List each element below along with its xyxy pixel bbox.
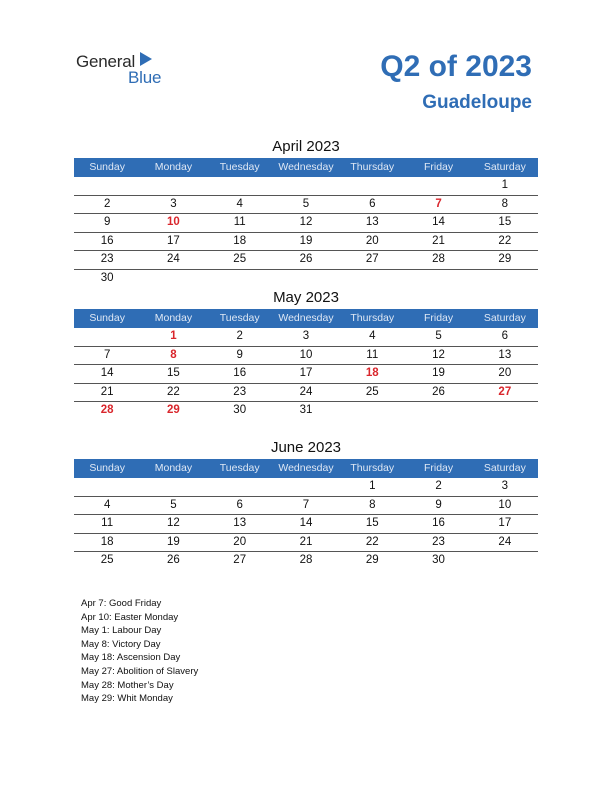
weekday-label: Thursday bbox=[350, 161, 395, 173]
day-cell: 9 bbox=[435, 498, 442, 511]
day-cell: 30 bbox=[233, 404, 247, 416]
weekday-label: Wednesday bbox=[278, 462, 334, 474]
day-cell: 1 bbox=[501, 179, 509, 191]
day-cell bbox=[405, 270, 471, 288]
day-cell: 26 bbox=[299, 253, 313, 265]
day-cell: 21 bbox=[432, 234, 445, 247]
day-cell bbox=[207, 478, 273, 496]
page-subtitle: Guadeloupe bbox=[422, 92, 532, 113]
day-cell bbox=[273, 270, 339, 288]
weekday-label: Sunday bbox=[89, 312, 125, 324]
day-cell: 10 bbox=[167, 216, 180, 228]
day-cell: 23 bbox=[100, 253, 114, 265]
day-cell bbox=[140, 270, 206, 288]
day-cell: 5 bbox=[302, 197, 310, 210]
day-cell bbox=[207, 270, 273, 288]
day-cell: 2 bbox=[103, 197, 111, 210]
day-cell: 12 bbox=[432, 348, 445, 361]
weekday-label: Saturday bbox=[483, 462, 526, 474]
week-row bbox=[74, 384, 538, 403]
weekday-label: Wednesday bbox=[278, 161, 334, 173]
day-cell: 30 bbox=[100, 271, 114, 284]
day-cell: 19 bbox=[299, 234, 313, 247]
day-cell: 11 bbox=[101, 517, 114, 529]
month-june bbox=[74, 437, 538, 570]
weekday-label: Tuesday bbox=[219, 161, 260, 173]
day-cell: 8 bbox=[501, 197, 509, 210]
day-cell: 15 bbox=[365, 517, 379, 529]
weekday-label: Tuesday bbox=[219, 312, 260, 324]
day-cell: 14 bbox=[432, 216, 445, 228]
day-cell bbox=[339, 402, 405, 420]
day-cell: 27 bbox=[233, 554, 247, 566]
day-cell: 7 bbox=[435, 197, 442, 210]
day-cell: 20 bbox=[233, 535, 247, 548]
day-cell: 24 bbox=[167, 253, 180, 265]
week-row bbox=[74, 233, 538, 252]
holiday-note: May 29: Whit Monday bbox=[81, 693, 173, 705]
day-cell: 6 bbox=[501, 330, 509, 342]
day-cell: 15 bbox=[498, 216, 512, 228]
brand-logo bbox=[76, 52, 186, 92]
day-cell: 23 bbox=[432, 535, 445, 548]
day-cell: 12 bbox=[299, 216, 313, 228]
day-cell: 17 bbox=[299, 367, 313, 379]
day-cell: 13 bbox=[233, 517, 247, 529]
day-cell: 17 bbox=[498, 517, 512, 529]
day-cell: 22 bbox=[365, 535, 379, 548]
day-cell: 7 bbox=[302, 498, 310, 511]
logo-text-general: General bbox=[76, 52, 136, 71]
day-cell: 2 bbox=[435, 480, 442, 492]
weekday-label: Sunday bbox=[89, 161, 125, 173]
holiday-note: May 27: Abolition of Slavery bbox=[81, 665, 199, 677]
holiday-note: May 28: Mother’s Day bbox=[81, 679, 174, 691]
day-cell: 10 bbox=[498, 498, 512, 511]
month-title: April 2023 bbox=[272, 138, 340, 155]
day-cell: 8 bbox=[369, 498, 376, 511]
week-row bbox=[74, 270, 538, 288]
day-cell: 13 bbox=[498, 348, 512, 361]
weekday-label: Monday bbox=[154, 312, 193, 324]
week-row bbox=[74, 552, 538, 570]
day-cell: 4 bbox=[103, 498, 111, 511]
month-may bbox=[74, 287, 538, 420]
week-row bbox=[74, 515, 538, 534]
day-cell: 24 bbox=[299, 385, 313, 398]
weekday-label: Saturday bbox=[483, 161, 526, 173]
day-cell: 14 bbox=[100, 367, 114, 379]
day-cell: 3 bbox=[170, 197, 177, 210]
day-cell: 9 bbox=[103, 216, 111, 228]
week-row bbox=[74, 497, 538, 516]
day-cell: 25 bbox=[365, 385, 379, 398]
day-cell: 28 bbox=[432, 253, 445, 265]
week-row bbox=[74, 214, 538, 233]
day-cell: 4 bbox=[236, 197, 243, 210]
day-cell: 14 bbox=[299, 517, 313, 529]
week-row bbox=[74, 478, 538, 497]
day-cell: 11 bbox=[366, 348, 379, 361]
week-row bbox=[74, 328, 538, 347]
holiday-notes-list bbox=[81, 597, 198, 706]
week-row bbox=[74, 347, 538, 366]
day-cell: 28 bbox=[100, 404, 114, 416]
day-cell bbox=[207, 177, 273, 195]
day-cell: 18 bbox=[365, 367, 379, 379]
day-cell: 4 bbox=[369, 330, 376, 342]
weekday-label: Friday bbox=[423, 312, 454, 324]
weekday-label: Wednesday bbox=[278, 312, 334, 324]
week-row bbox=[74, 177, 538, 196]
week-row bbox=[74, 534, 538, 553]
day-cell bbox=[140, 177, 206, 195]
weekday-label: Thursday bbox=[350, 312, 395, 324]
day-cell: 24 bbox=[498, 535, 512, 548]
weekday-label: Friday bbox=[423, 161, 454, 173]
week-row bbox=[74, 365, 538, 384]
day-cell: 21 bbox=[100, 385, 114, 398]
day-cell: 31 bbox=[299, 404, 313, 416]
day-cell: 1 bbox=[170, 330, 177, 342]
day-cell: 10 bbox=[299, 348, 313, 361]
day-cell: 11 bbox=[233, 216, 246, 228]
day-cell: 13 bbox=[365, 216, 379, 228]
day-cell: 5 bbox=[170, 498, 177, 511]
holiday-note: May 18: Ascension Day bbox=[81, 652, 181, 664]
weekday-header-row bbox=[74, 158, 538, 177]
day-cell: 8 bbox=[170, 348, 177, 361]
day-cell: 26 bbox=[432, 385, 445, 398]
day-cell: 20 bbox=[365, 234, 379, 247]
weekday-label: Saturday bbox=[483, 312, 526, 324]
day-cell: 21 bbox=[299, 535, 313, 548]
day-cell: 20 bbox=[498, 367, 512, 379]
day-cell: 15 bbox=[167, 367, 180, 379]
day-cell: 27 bbox=[365, 253, 379, 265]
weekday-label: Thursday bbox=[350, 462, 395, 474]
day-cell bbox=[140, 478, 206, 496]
day-cell bbox=[74, 478, 140, 496]
day-cell: 16 bbox=[100, 234, 114, 247]
weekday-header-row bbox=[74, 459, 538, 478]
day-cell bbox=[74, 177, 140, 195]
day-cell: 22 bbox=[167, 385, 180, 398]
week-row bbox=[74, 251, 538, 270]
weekday-label: Monday bbox=[154, 462, 193, 474]
day-cell: 26 bbox=[167, 554, 180, 566]
week-row bbox=[74, 402, 538, 420]
month-april bbox=[74, 136, 538, 287]
day-cell bbox=[472, 270, 538, 288]
day-cell: 27 bbox=[498, 385, 512, 398]
day-cell: 19 bbox=[432, 367, 445, 379]
weekday-label: Friday bbox=[423, 462, 454, 474]
day-cell bbox=[273, 478, 339, 496]
day-cell: 29 bbox=[167, 404, 180, 416]
weekday-header-row bbox=[74, 309, 538, 328]
day-cell: 6 bbox=[236, 498, 243, 511]
day-cell bbox=[472, 552, 538, 570]
day-cell bbox=[74, 328, 140, 346]
logo-text-blue: Blue bbox=[128, 68, 162, 87]
day-cell: 16 bbox=[432, 517, 445, 529]
holiday-note: May 1: Labour Day bbox=[81, 625, 162, 637]
day-cell bbox=[472, 402, 538, 420]
weekday-label: Tuesday bbox=[219, 462, 260, 474]
day-cell: 30 bbox=[432, 554, 445, 566]
day-cell bbox=[273, 177, 339, 195]
day-cell: 16 bbox=[233, 367, 247, 379]
day-cell: 3 bbox=[302, 330, 310, 342]
day-cell: 18 bbox=[100, 535, 114, 548]
day-cell: 29 bbox=[498, 253, 512, 265]
day-cell bbox=[339, 177, 405, 195]
holiday-note: Apr 7: Good Friday bbox=[81, 598, 162, 609]
day-cell: 7 bbox=[103, 348, 111, 361]
weekday-label: Sunday bbox=[89, 462, 125, 474]
day-cell: 17 bbox=[167, 234, 180, 247]
day-cell: 28 bbox=[299, 554, 313, 566]
day-cell bbox=[405, 177, 471, 195]
week-row bbox=[74, 196, 538, 215]
day-cell: 1 bbox=[369, 480, 376, 492]
day-cell: 19 bbox=[167, 535, 180, 548]
day-cell bbox=[405, 402, 471, 420]
day-cell: 29 bbox=[365, 554, 379, 566]
day-cell: 9 bbox=[236, 348, 243, 361]
day-cell bbox=[339, 270, 405, 288]
day-cell: 2 bbox=[236, 330, 243, 342]
weekday-label: Monday bbox=[154, 161, 193, 173]
day-cell: 3 bbox=[501, 480, 509, 492]
day-cell: 18 bbox=[233, 234, 247, 247]
month-title: May 2023 bbox=[273, 289, 339, 306]
day-cell: 22 bbox=[498, 234, 512, 247]
month-title: June 2023 bbox=[270, 439, 342, 456]
holiday-note: Apr 10: Easter Monday bbox=[81, 611, 179, 623]
page-title: Q2 of 2023 bbox=[380, 50, 532, 83]
holiday-note: May 8: Victory Day bbox=[81, 638, 161, 650]
logo-flag-icon bbox=[138, 52, 152, 66]
day-cell: 6 bbox=[369, 197, 376, 210]
day-cell: 25 bbox=[100, 554, 114, 566]
day-cell: 23 bbox=[233, 385, 247, 398]
day-cell: 5 bbox=[435, 330, 442, 342]
day-cell: 12 bbox=[167, 517, 180, 529]
day-cell: 25 bbox=[233, 253, 247, 265]
